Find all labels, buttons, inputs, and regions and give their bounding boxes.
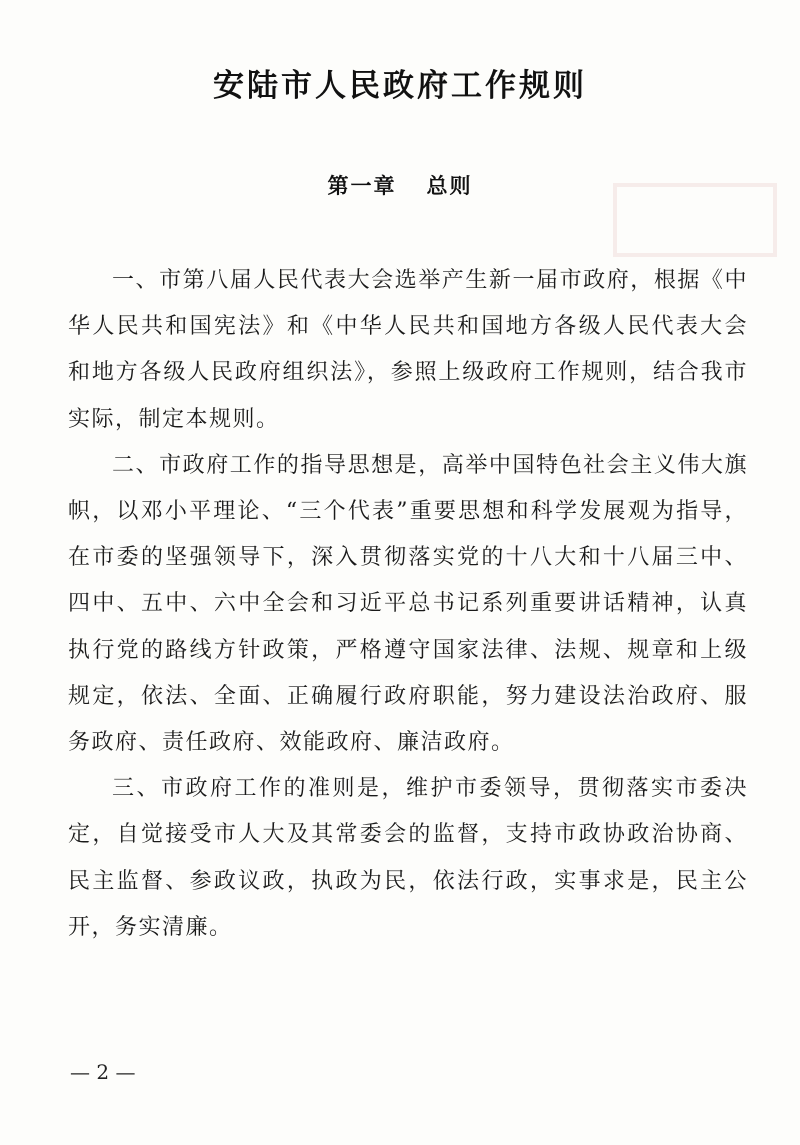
document-body	[68, 258, 748, 951]
chapter-heading	[0, 170, 800, 200]
paragraph-3: 三、市政府工作的准则是，维护市委领导，贯彻落实市委决定，自觉接受市人大及其常委会的监督，支持市政协政治协商、民主监督、参政议政，执政为民，依法行政，实事求是，民主公开，务实清廉。	[68, 776, 748, 940]
paragraph-2: 二、市政府工作的指导思想是，高举中国特色社会主义伟大旗帜，以邓小平理论、“三个代表”重要思想和科学发展观为指导，在市委的坚强领导下，深入贯彻落实党的十八大和十八届三中、四中、五中、六中全会和习近平总书记系列重要讲话精神，认真执行党的路线方针政策，严格遵守国家法律、法规、规章和上级规定，依法、全面、正确履行政府职能，努力建设法治政府、服务政府、责任政府、效能政府、廉洁政府。	[68, 452, 748, 756]
chapter-number: 第一章	[327, 174, 397, 198]
document-title: 安陆市人民政府工作规则	[213, 68, 587, 104]
page-number: — 2 —	[70, 1060, 136, 1084]
paragraph-1: 一、市第八届人民代表大会选举产生新一届市政府，根据《中华人民共和国宪法》和《中华人民共和国地方各级人民代表大会和地方各级人民政府组织法》，参照上级政府工作规则，结合我市实际，制定本规则。	[68, 268, 748, 432]
chapter-name: 总则	[426, 174, 473, 198]
